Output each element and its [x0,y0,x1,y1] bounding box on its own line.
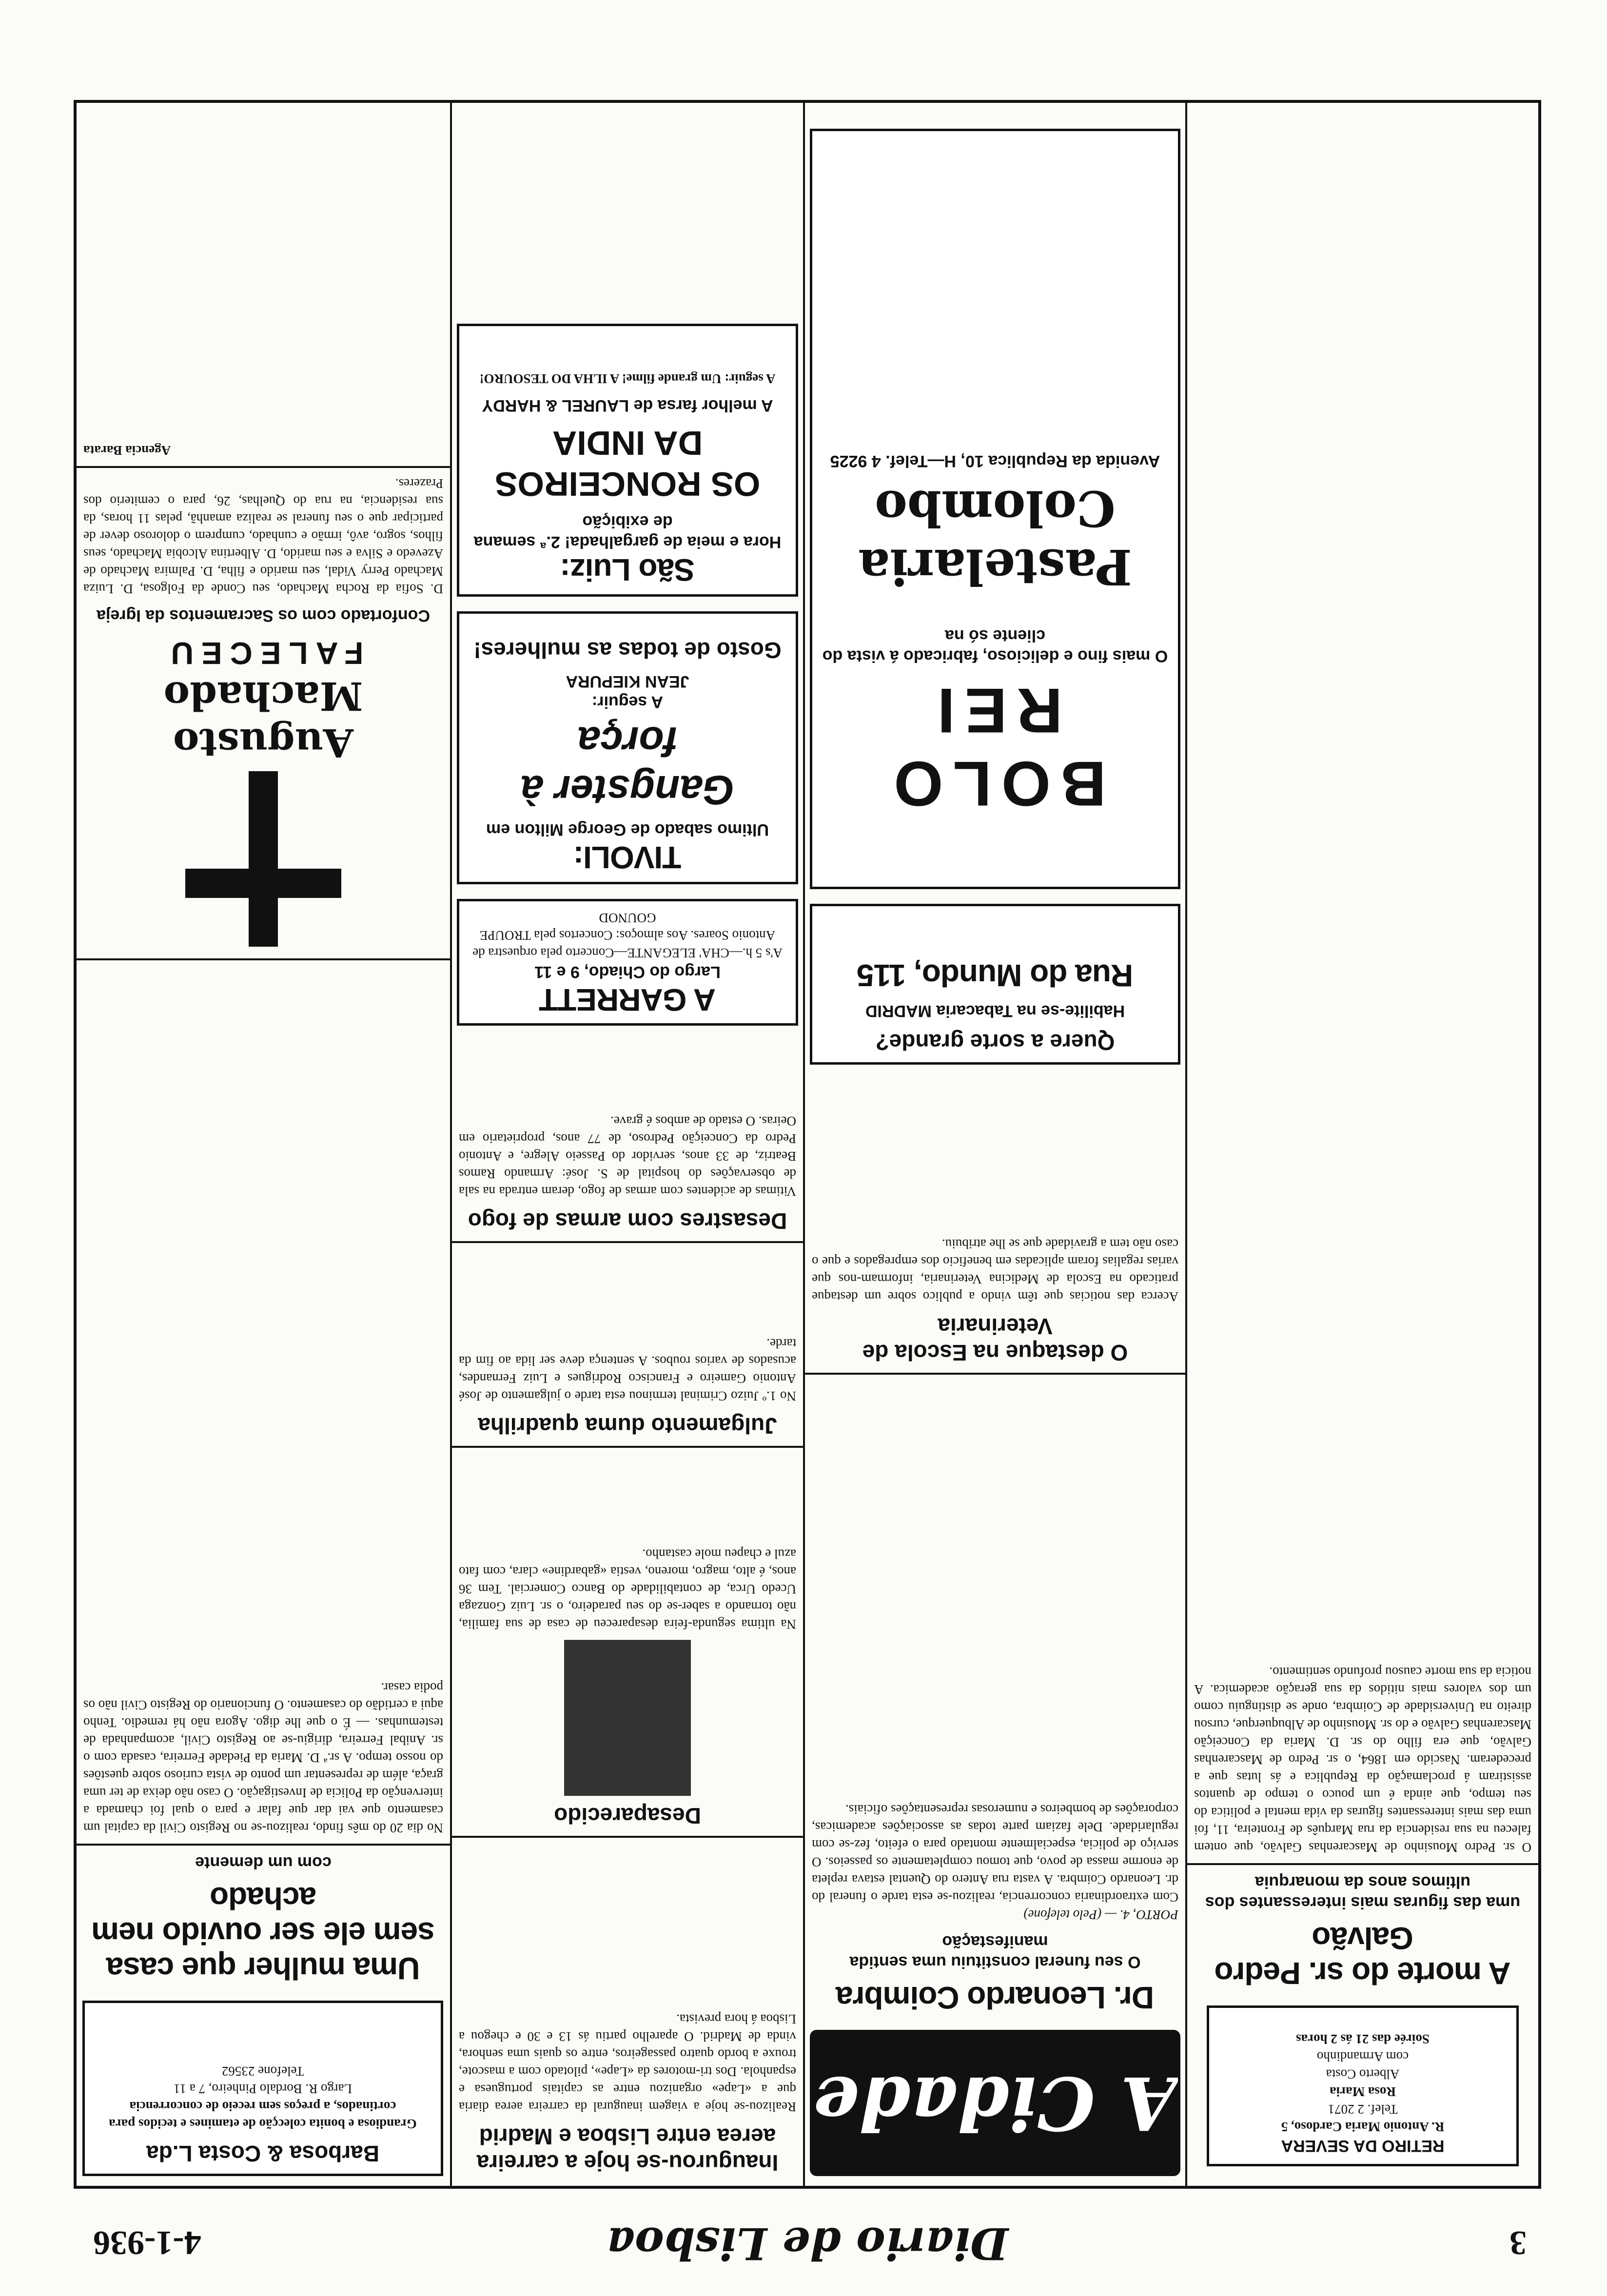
carreira-article [452,2010,803,2176]
tivoli-next-label: A seguir: [591,693,664,711]
veterinaria-article [805,1235,1185,1381]
obituary-name: Augusto Machado [163,673,363,766]
garrett-text: A's 5 h.—CHA' ELEGANTE—Concerto pela orquestra de Antonio Soares. Aos almoços: Concertos pela TROUPE GOUNOD [472,911,783,960]
garrett-ad [457,899,798,1026]
mulher-body: No dia 20 do mês findo, realizou-se no Registo Civil da capital um casamento que vai dar que falar e para o qual foi chamada a intervenção da Policia de Investigação. O caso não deixa de ter uma graça, além de representar um ponto de vista curioso sobre questões do nosso tempo. A sr.ª D. Maria da Piedade Ferreira, casada com o sr. Anibal Ferreira, dirigiu-se ao Registo Civil, acompanhada de testemunhas. — É o que lhe digo. Agora não há remedio. Tenho aqui a certidão do casamento. O funcionario do Registo Civil não os podia casar. [83,1680,443,1835]
bolorei-text: O mais fino e delicioso, fabricado á vista do cliente só na [822,626,1168,665]
obituary-agency: Agencia Barata [83,443,171,458]
saoluiz-ad [457,324,798,597]
column-coimbra [805,103,1185,2186]
divider [77,1844,450,1846]
obituary-body: D. Sofia da Rocha Machado, seu Conde da Folgosa, D. Luiza Machado Perry Vidal, seu marido e filha, D. Palmira Machado de Azevedo e Silva e seu marido, D. Albertina Alcobia Machado, seus filhos, sogro, avô, irmão e cunhado, cumprem o doloroso dever de participar que o seu funeral se realiza amanhã, pelas 11 horas, da sua residencia, na rua do Quelhas, 26, para o cemiterio dos Prazeres. [83,476,443,596]
coimbra-dateline: PORTO, 4. — (Pelo telefone) [1023,1907,1178,1922]
column-mulher [77,103,450,2186]
retiro-performer: com Armandinho [1316,2049,1409,2064]
retiro-ad [1207,2005,1519,2166]
cidade-name: A Cidade [813,2060,1177,2146]
galvao-body: O sr. Pedro Mousinho de Mascarenhas Galvão, que ontem faleceu na sua residencia da rua Marquês de Fronteira, 11, foi uma das mais interessantes figuras da vida mental e politica do seu tempo, que ainda é um pouco o tempo de quantos assistiram á proclamação da Republica e ás lutas que a precederam. Nascido em 1864, o sr. Pedro de Mascarenhas Galvão, que era filho do sr. D. Maria da Conceição Mascarenhas Galvão e do sr. Mousinho de Albuquerque, cursou direito na Universidade de Coimbra, onde se distinguiu como um dos valores mais nitidos da sua geração academica. A noticia da sua morte causou profundo sentimento. [1194,1665,1531,1855]
column-rule [803,103,805,2186]
divider [77,466,450,468]
coimbra-headline: Dr. Leonardo Coimbra [836,1980,1155,2015]
garrett-name: A GARRETT [539,982,716,1017]
lottery-text: Habilite-se na Tabacaria MADRID [865,1002,1125,1020]
quadrilha-headline: Julgamento duma quadrilha [478,1413,777,1439]
veterinaria-body: Acerca das noticias que têm vindo a publico sobre um destaque praticado na Escola de Medicina Veterinaria, informam-nos que varias regalias foram aplicadas em beneficio dos empregados e que o caso não tem a gravidade que se lhe atribuiu. [812,1237,1178,1304]
carreira-body: Realizou-se hoje a viagem inaugural da carreira aerea diaria que a «Lape» organizou entre as capitais portuguesa e espanhola. Dos tri-motores da «Lape», pilotado com a mascote, trouxe a bordo quatro passageiros, entre os quais uma senhora, vinda de Madrid. O aparelho partiu ás 13 e 30 e chegou a Lisboa á hora prevista. [459,2012,796,2114]
barbosa-phone: Telefone 23562 [221,2064,304,2079]
desastres-body: Vitimas de acidentes com armas de fogo, deram entrada na sala de observações do hospital de S. José: Armando Ramos Beatriz, de 33 anos, servidor do Passeio Alegre, e Antonio Pedro da Conceição Pedroso, de 77 anos, proprietario em Oeiras. O estado de ambos é grave. [459,1114,796,1199]
bolorei-ad [810,129,1180,889]
galvao-headline: A morte do sr. Pedro Galvão [1215,1921,1511,1991]
page-number: 3 [1509,2224,1527,2261]
obituary [77,109,450,967]
garrett-address: Largo do Chiado, 9 e 11 [534,963,721,981]
retiro-phone: Telef. 2 2071 [1328,2102,1398,2117]
coimbra-body: Com extraordinaria concorrencia, realizou-se esta tarde o funeral do dr. Leonardo Coimbra. A vasta rua Antero do Quental estava repleta de enorme massa de povo, que tomou completamente os passeios. O serviço de policia, especialmente montado para o efeito, fez-se com regularidade. Dele faziam parte todas as associações academicas, corporações de bombeiros e numerosas representações oficiais. [812,1802,1178,1905]
column-rule [450,103,452,2186]
desaparecido-article [452,1545,803,1845]
coimbra-subhead: O seu funeral constituiu uma sentida manifestação [849,1932,1141,1971]
cross-horizontal [185,869,341,898]
tivoli-line: Ultimo sabado de George Milton em [486,820,769,839]
lottery-address: Rua do Mundo, 115 [857,958,1134,993]
lottery-title: Quere a sorte grande? [875,1030,1115,1055]
divider [1187,1863,1538,1865]
cross-icon [77,766,450,952]
divider [452,1836,803,1838]
divider [452,1241,803,1243]
carreira-headline: Inaugurou-se hoje a carreira aerea entre Lisboa e Madrid [476,2124,779,2176]
barbosa-text: Grandiosa e bonita colecção de etamines e tecidos para cortinados, a preços sem receio de concorrencia [109,2099,417,2131]
mulher-headline: Uma mulher que casa sem ele ser ouvido nem achado [92,1881,435,1986]
divider [77,958,450,960]
desaparecido-body: Na ultima segunda-feira desapareceu de casa de sua familia, não tornando a saber-se do seu paradeiro, o sr. Luiz Gonzaga Ucedo Urca, de contabilidade do Banco Comercial. Tem 36 anos, é alto, magro, moreno, vestia «gabardine» clara, com fato azul e chapeu mole castanho. [459,1547,796,1632]
retiro-hours: Soirée das 21 ás 2 horas [1296,2032,1430,2046]
column-galvao [1187,103,1538,2186]
veterinaria-headline: O destaque na Escola de Veterinaria [862,1314,1128,1365]
retiro-address: R. Antonio Maria Cardoso, 5 [1281,2120,1445,2134]
tivoli-next-film: Gosto de todas as mulheres! [473,638,782,663]
portrait-photo [564,1640,691,1796]
galvao-article [1187,1663,1538,1991]
column-rule [1185,103,1187,2186]
lottery-ad [810,904,1180,1065]
saoluiz-line: Hora e meia de gargalhada! 2.ª semana de exibição [473,512,782,551]
coimbra-article [805,1801,1185,2015]
bolorei-shop: Pastelaria Colombo [858,480,1132,596]
column-news [452,103,803,2186]
bolorei-address: Avenida da Republica 10, H—Telef. 4 9225 [830,452,1160,470]
retiro-title: RETIRO DA SEVERA [1281,2137,1445,2155]
obituary-status: FALECEU [163,636,364,671]
cidade-ad [810,2030,1180,2176]
saoluiz-stars: A melhor farsa de LAUREL & HARDY [482,396,773,415]
saoluiz-film: OS RONCEIROS DA INDIA [494,424,761,503]
tivoli-next-artist: JEAN KIEPURA [566,672,689,691]
saoluiz-next: A seguir: Um grande filme! A ILHA DO TESOURO! [479,371,776,386]
desastres-article [452,1112,803,1250]
obituary-note: Confortado com os Sacramentos da Igreja [97,606,430,625]
desastres-headline: Desastres com armas de fogo [468,1208,787,1234]
retiro-performer: Rosa Maria [1330,2084,1396,2099]
barbosa-ad [82,2001,443,2176]
tivoli-ad [457,611,798,884]
mulher-subhead: com um demente [195,1853,332,1872]
divider [452,1446,803,1448]
masthead: Diario de Lisboa [606,2218,1009,2269]
content-frame [74,100,1541,2189]
tivoli-film: Gangster à força [520,719,735,813]
quadrilha-article [452,1335,803,1455]
barbosa-address: Largo R. Bordalo Pinheiro, 7 a 11 [174,2082,352,2096]
cross-vertical [249,771,278,947]
barbosa-title: Barbosa & Costa L.da [146,2141,379,2166]
mulher-article [77,1679,450,1986]
divider [805,1373,1185,1375]
bolorei-title: BOLO REI [884,675,1106,819]
page-header [74,2203,1541,2281]
quadrilha-body: No 1.º Juizo Criminal terminou esta tarde o julgamento de José Antonio Gameiro e Francisco Rodrigues e Luiz Fernandes, acusados de varios roubos. A sentença deve ser lida ao fim da tarde. [459,1336,796,1403]
saoluiz-venue: São Luiz: [560,552,695,587]
retiro-performer: Alberto Costa [1326,2067,1400,2082]
tivoli-venue: TIVOLI: [573,840,682,875]
desaparecido-headline: Desaparecido [554,1803,701,1829]
issue-date: 4-1-936 [93,2224,201,2261]
galvao-subhead: uma das figuras mais interessantes dos ultimos anos da monarquia [1205,1873,1521,1912]
